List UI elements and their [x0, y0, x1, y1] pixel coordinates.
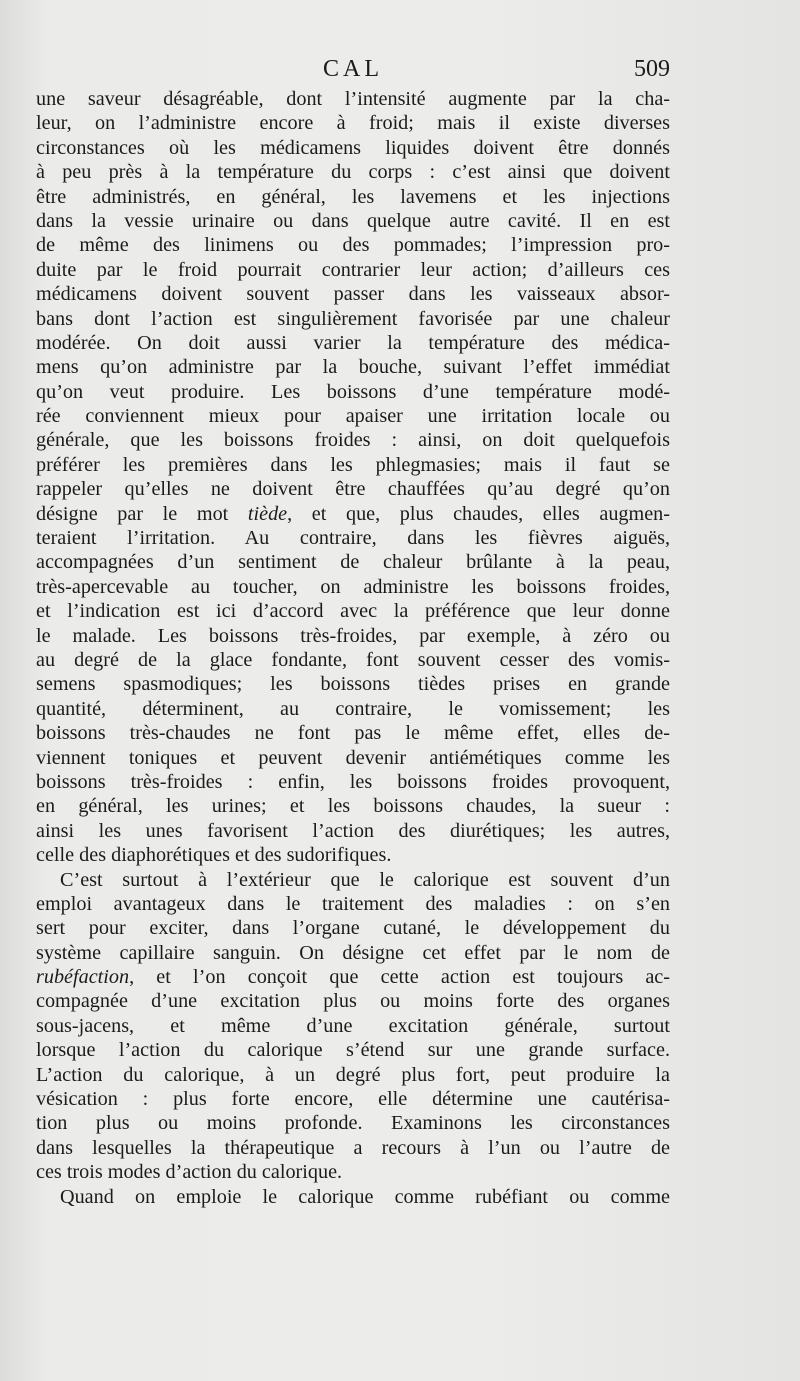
text-line	[36, 1038, 670, 1062]
text-line-content: qu’on veut produire. Les boissons d’une température modé-	[36, 380, 670, 403]
text-line	[36, 428, 670, 452]
text-line	[36, 111, 670, 135]
text-line	[36, 160, 670, 184]
text-line	[36, 453, 670, 477]
text-line-content: dans la vessie urinaire ou dans quelque autre cavité. Il en est	[36, 209, 670, 232]
text-line-content: au degré de la glace fondante, font souvent cesser des vomis-	[36, 648, 670, 671]
text-line-content: teraient l’irritation. Au contraire, dans les fièvres aiguës,	[36, 527, 670, 550]
text-line-content: boissons très-chaudes ne font pas le même effet, elles de-	[36, 722, 670, 745]
text-line	[36, 868, 670, 892]
text-line	[36, 746, 670, 770]
text-line-continuation: , et que, plus chaudes, elles augmen-	[287, 502, 670, 525]
text-line	[36, 648, 670, 672]
text-line	[36, 87, 670, 111]
text-line	[36, 136, 670, 160]
text-line	[36, 965, 670, 989]
text-line-content: Quand on emploie le calorique comme rubéfiant ou comme	[60, 1185, 670, 1208]
text-line-content: de même des linimens ou des pommades; l’impression pro-	[36, 234, 670, 257]
page-header	[36, 56, 670, 86]
text-line	[36, 672, 670, 696]
text-line	[36, 258, 670, 282]
text-line-content: boissons très-froides : enfin, les boissons froides provoquent,	[36, 770, 670, 793]
page-number: 509	[634, 56, 670, 82]
text-line	[36, 989, 670, 1013]
text-line	[36, 331, 670, 355]
text-line-content: lorsque l’action du calorique s’étend sur une grande surface.	[36, 1039, 670, 1062]
text-line-content: compagnée d’une excitation plus ou moins forte des organes	[36, 990, 670, 1013]
text-line-content: vésication : plus forte encore, elle détermine une cautérisa-	[36, 1088, 670, 1111]
text-line-content: médicamens doivent souvent passer dans les vaisseaux absor-	[36, 283, 670, 306]
text-line-content: générale, que les boissons froides : ainsi, on doit quelquefois	[36, 429, 670, 452]
text-line	[36, 843, 670, 867]
text-line	[36, 770, 670, 794]
text-line-content: duite par le froid pourrait contrarier leur action; d’ailleurs ces	[36, 258, 670, 281]
text-line	[36, 721, 670, 745]
text-line-content: celle des diaphorétiques et des sudorifiques.	[36, 844, 392, 867]
text-line-content: sous-jacens, et même d’une excitation générale, surtout	[36, 1014, 670, 1037]
text-line	[36, 1087, 670, 1111]
body-text	[36, 87, 670, 1209]
text-line	[36, 624, 670, 648]
text-line	[36, 233, 670, 257]
text-line-content: accompagnées d’un sentiment de chaleur brûlante à la peau,	[36, 551, 670, 574]
text-line-content: et l’indication est ici d’accord avec la préférence que leur donne	[36, 600, 670, 623]
text-line-content: dans lesquelles la thérapeutique a recours à l’un ou l’autre de	[36, 1136, 670, 1159]
text-line-content: système capillaire sanguin. On désigne cet effet par le nom de	[36, 941, 670, 964]
text-line	[36, 697, 670, 721]
italic-term: tiède	[247, 502, 288, 525]
text-line	[36, 941, 670, 965]
text-line-content: très-apercevable au toucher, on administre les boissons froides,	[36, 575, 670, 598]
text-line-content: viennent toniques et peuvent devenir antiémétiques comme les	[36, 746, 670, 769]
text-line	[36, 599, 670, 623]
text-line-content: bans dont l’action est singulièrement favorisée par une chaleur	[36, 307, 670, 330]
text-line	[36, 526, 670, 550]
text-line-content: le malade. Les boissons très-froides, par exemple, à zéro ou	[36, 624, 670, 647]
text-line-content: rée conviennent mieux pour apaiser une irritation locale ou	[36, 405, 670, 428]
text-line	[36, 477, 670, 501]
text-line	[36, 1160, 670, 1184]
text-line-content: ainsi les unes favorisent l’action des diurétiques; les autres,	[36, 819, 670, 842]
text-line-content: circonstances où les médicamens liquides doivent être donnés	[36, 136, 670, 159]
text-line	[36, 380, 670, 404]
text-line-content: préférer les premières dans les phlegmasies; mais il faut se	[36, 453, 670, 476]
text-line	[36, 892, 670, 916]
text-line	[36, 575, 670, 599]
text-line	[36, 794, 670, 818]
text-line-content: quantité, déterminent, au contraire, le vomissement; les	[36, 697, 670, 720]
text-line	[36, 209, 670, 233]
text-line-content: être administrés, en général, les lavemens et les injections	[36, 185, 670, 208]
text-line	[36, 916, 670, 940]
text-line	[36, 1185, 670, 1209]
text-line	[36, 355, 670, 379]
text-line-content: sert pour exciter, dans l’organe cutané, le développement du	[36, 917, 670, 940]
running-head: CAL	[323, 56, 383, 82]
text-line-content: rappeler qu’elles ne doivent être chauffées qu’au degré qu’on	[36, 478, 670, 501]
text-line-content: L’action du calorique, à un degré plus fort, peut produire la	[36, 1063, 670, 1086]
text-line	[36, 404, 670, 428]
italic-term: rubéfaction	[36, 966, 130, 989]
text-line-content: désigne par le mot	[36, 502, 248, 525]
text-line-content: emploi avantageux dans le traitement des maladies : on s’en	[36, 892, 670, 915]
text-line	[36, 1111, 670, 1135]
text-line-content: tion plus ou moins profonde. Examinons les circonstances	[36, 1112, 670, 1135]
text-line	[36, 282, 670, 306]
text-line-content: modérée. On doit aussi varier la température des médica-	[36, 331, 670, 354]
text-line-content: en général, les urines; et les boissons chaudes, la sueur :	[36, 795, 670, 818]
text-line	[36, 819, 670, 843]
text-line-content: leur, on l’administre encore à froid; mais il existe diverses	[36, 112, 670, 135]
text-line	[36, 185, 670, 209]
text-line	[36, 550, 670, 574]
text-line-content: à peu près à la température du corps : c’est ainsi que doivent	[36, 161, 670, 184]
text-line	[36, 1136, 670, 1160]
text-line-content: ces trois modes d’action du calorique.	[36, 1161, 343, 1184]
text-line-content: C’est surtout à l’extérieur que le calorique est souvent d’un	[60, 868, 670, 891]
text-line	[36, 502, 670, 526]
text-line-content: semens spasmodiques; les boissons tièdes prises en grande	[36, 673, 670, 696]
text-line	[36, 1063, 670, 1087]
text-line-content: une saveur désagréable, dont l’intensité augmente par la cha-	[36, 88, 670, 110]
text-line	[36, 1014, 670, 1038]
text-line-content: mens qu’on administre par la bouche, suivant l’effet immédiat	[36, 356, 670, 379]
text-line	[36, 307, 670, 331]
text-line-continuation: , et l’on conçoit que cette action est toujours ac-	[129, 966, 670, 989]
